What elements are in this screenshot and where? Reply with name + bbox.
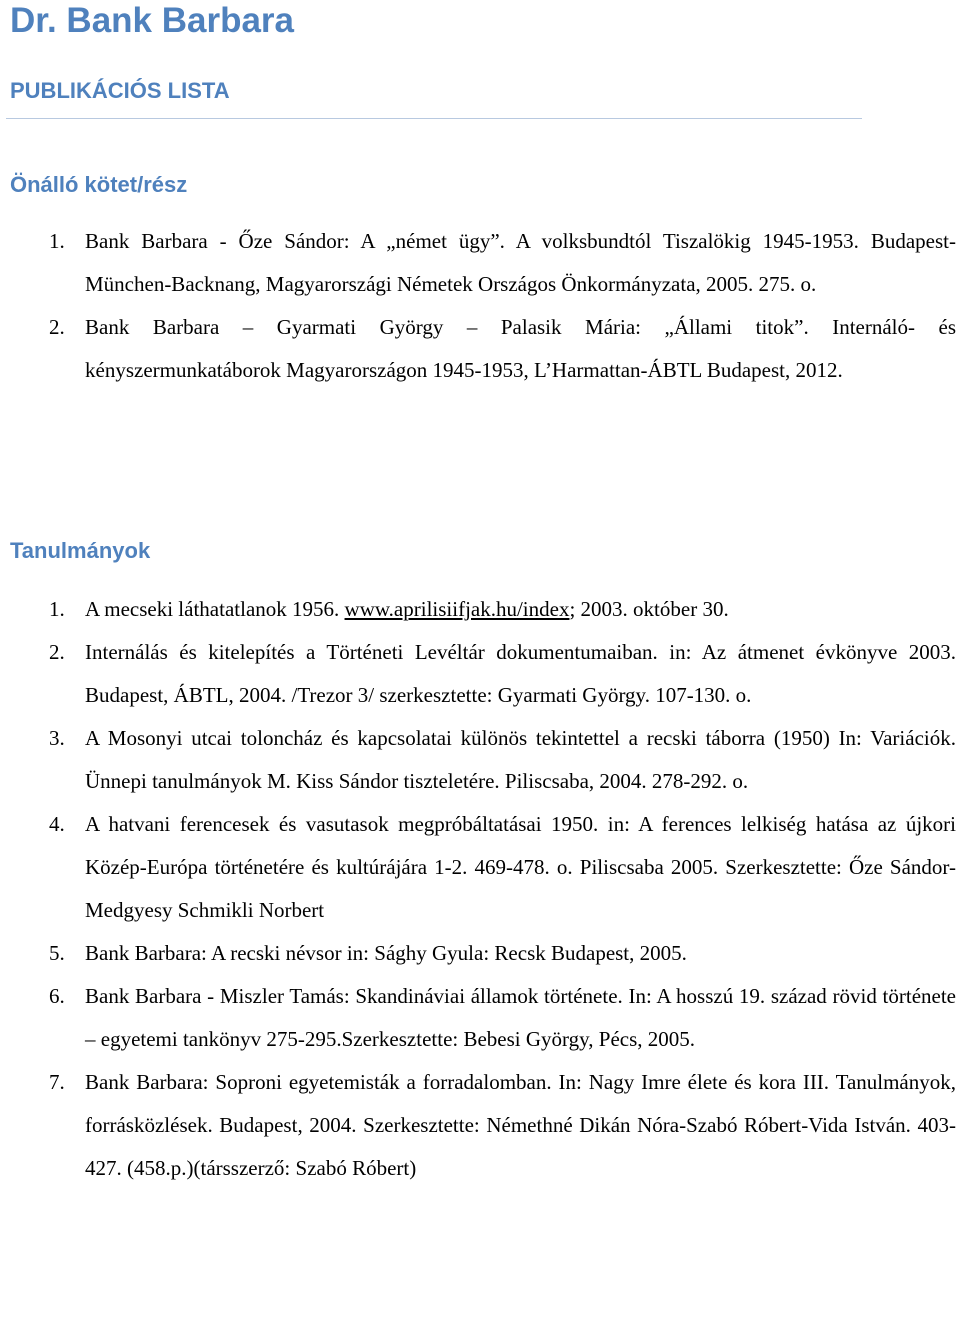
list-item: [0, 717, 960, 803]
list-item: [0, 306, 960, 392]
list-item-text: Bank Barbara - Miszler Tamás: Skandináviai államok története. In: A hosszú 19. század rövid története – egyetemi tankönyv 275-295.Szerkesztette: Bebesi György, Pécs, 2005.: [85, 984, 956, 1051]
list-item-number: 2.: [49, 640, 65, 664]
publication-list-studies: [0, 588, 960, 1190]
list-item-number: 3.: [49, 726, 65, 750]
list-item-text: Internálás és kitelepítés a Történeti Levéltár dokumentumaiban. in: Az átmenet évkönyve 2003. Budapest, ÁBTL, 2004. /Trezor 3/ szerkesztette: Gyarmati György. 107-130. o.: [85, 640, 956, 707]
section-title-tanulmanyok: Tanulmányok: [10, 538, 151, 563]
list-item-text: Bank Barbara – Gyarmati György – Palasik Mária: „Állami titok”. Internáló- és kényszermunkatáborok Magyarországon 1945-1953, L’Harmattan-ÁBTL Budapest, 2012.: [85, 315, 956, 382]
website-link[interactable]: www.aprilisiifjak.hu/index: [344, 597, 570, 621]
list-item-text: [85, 597, 729, 621]
list-item: [0, 975, 960, 1061]
list-item: [0, 803, 960, 932]
list-item-number: 7.: [49, 1070, 65, 1094]
list-item-text: A hatvani ferencesek és vasutasok megpróbáltatásai 1950. in: A ferences lelkiség hatása az újkori Közép-Európa történetére és kultúrájára 1-2. 469-478. o. Piliscsaba 2005. Szerkesztette: Őze Sándor-Medgyesy Schmikli Norbert: [85, 812, 956, 922]
list-item-text: A Mosonyi utcai toloncház és kapcsolatai különös tekintettel a recski táborra (1950) In: Variációk. Ünnepi tanulmányok M. Kiss Sándor tiszteletére. Piliscsaba, 2004. 278-292. o.: [85, 726, 956, 793]
list-item-text: Bank Barbara: A recski névsor in: Sághy Gyula: Recsk Budapest, 2005.: [85, 941, 687, 965]
list-item: [0, 220, 960, 306]
header-divider: [6, 118, 862, 119]
list-item-number: 2.: [49, 315, 65, 339]
page-title: Dr. Bank Barbara: [10, 1, 295, 40]
list-item: [0, 932, 960, 975]
list-item: [0, 588, 960, 631]
document-subtitle: PUBLIKÁCIÓS LISTA: [10, 78, 230, 103]
list-item: [0, 1061, 960, 1190]
publication-list-books: [0, 220, 960, 392]
list-item: [0, 631, 960, 717]
list-item-number: 4.: [49, 812, 65, 836]
list-item-number: 1.: [49, 229, 65, 253]
list-item-number: 5.: [49, 941, 65, 965]
list-item-text-after: ; 2003. október 30.: [569, 597, 729, 621]
list-item-number: 1.: [49, 597, 65, 621]
list-item-text-before: A mecseki láthatatlanok 1956.: [85, 597, 345, 621]
list-item-text: Bank Barbara: Soproni egyetemisták a forradalomban. In: Nagy Imre élete és kora III. Tanulmányok, forrásközlések. Budapest, 2004. Szerkesztette: Némethné Dikán Nóra-Szabó Róbert-Vida István. 403-427. (458.p.)(társszerző: Szabó Róbert): [85, 1070, 956, 1180]
list-item-number: 6.: [49, 984, 65, 1008]
section-title-onallo: Önálló kötet/rész: [10, 172, 188, 197]
list-item-text: Bank Barbara - Őze Sándor: A „német ügy”. A volksbundtól Tiszalökig 1945-1953. Budapest-München-Backnang, Magyarországi Németek Országos Önkormányzata, 2005. 275. o.: [85, 229, 956, 296]
